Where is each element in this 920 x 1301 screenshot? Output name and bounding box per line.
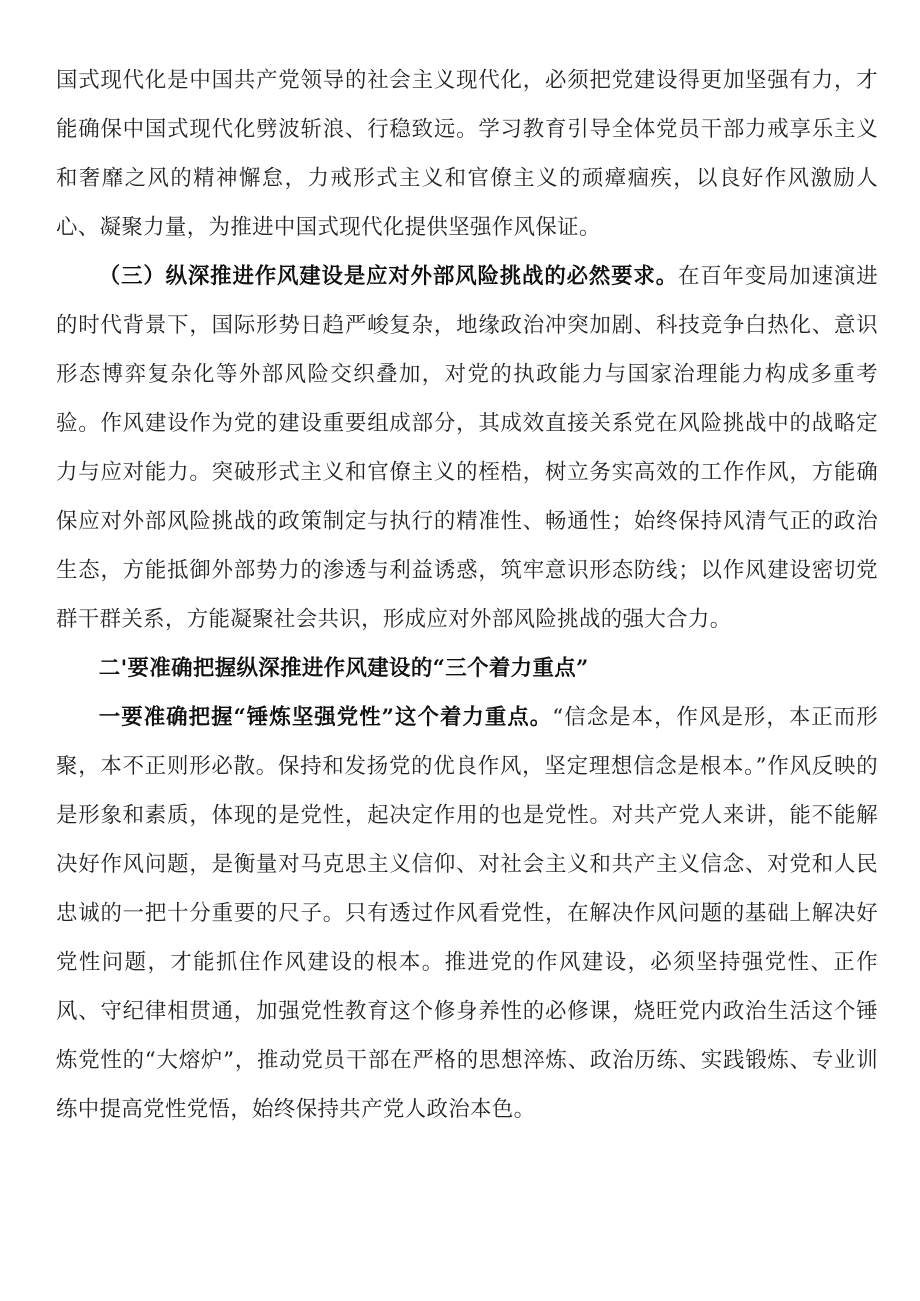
focus-one-heading: 一要准确把握“锤炼坚强党性”这个着力重点。 [98,705,553,730]
paragraph-focus-one [56,693,878,1134]
document-body [56,56,878,1134]
part-two-heading: 二'要准确把握纵深推进作风建设的“三个着力重点” [98,656,589,681]
paragraph-text: 在百年变局加速演进的时代背景下，国际形势日趋严峻复杂，地缘政治冲突加剧、科技竞争白热化、意识形态博弈复杂化等外部风险交织叠加，对党的执政能力与国家治理能力构成多重考验。作风建设作为党的建设重要组成部分，其成效直接关系党在风险挑战中的战略定力与应对能力。突破形式主义和官僚主义的桎梏，树立务实高效的工作作风，方能确保应对外部风险挑战的政策制定与执行的精准性、畅通性；始终保持风清气正的政治生态，方能抵御外部势力的渗透与利益诱惑，筑牢意识形态防线；以作风建设密切党群干群关系，方能凝聚社会共识，形成应对外部风险挑战的强大合力。 [56,264,878,632]
section-three-heading: （三）纵深推进作风建设是应对外部风险挑战的必然要求。 [98,264,678,289]
paragraph-section-three [56,252,878,644]
paragraph-text: 国式现代化是中国共产党领导的社会主义现代化，必须把党建设得更加坚强有力，才能确保中国式现代化劈波斩浪、行稳致远。学习教育引导全体党员干部力戒享乐主义和奢靡之风的精神懈怠，力戒形式主义和官僚主义的顽瘴痼疾，以良好作风激励人心、凝聚力量，为推进中国式现代化提供坚强作风保证。 [56,68,878,240]
paragraph-text: “信念是本，作风是形，本正而形聚，本不正则形必散。保持和发扬党的优良作风，坚定理想信念是根本。”作风反映的是形象和素质，体现的是党性，起决定作用的也是党性。对共产党人来讲，能不能解决好作风问题，是衡量对马克思主义信仰、对社会主义和共产主义信念、对党和人民忠诚的一把十分重要的尺子。只有透过作风看党性，在解决作风问题的基础上解决好党性问题，才能抓住作风建设的根本。推进党的作风建设，必须坚持强党性、正作风、守纪律相贯通，加强党性教育这个修身养性的必修课，烧旺党内政治生活这个锤炼党性的“大熔炉”，推动党员干部在严格的思想淬炼、政治历练、实践锻炼、专业训练中提高党性党悟，始终保持共产党人政治本色。 [56,705,878,1122]
paragraph-continuation [56,56,878,252]
